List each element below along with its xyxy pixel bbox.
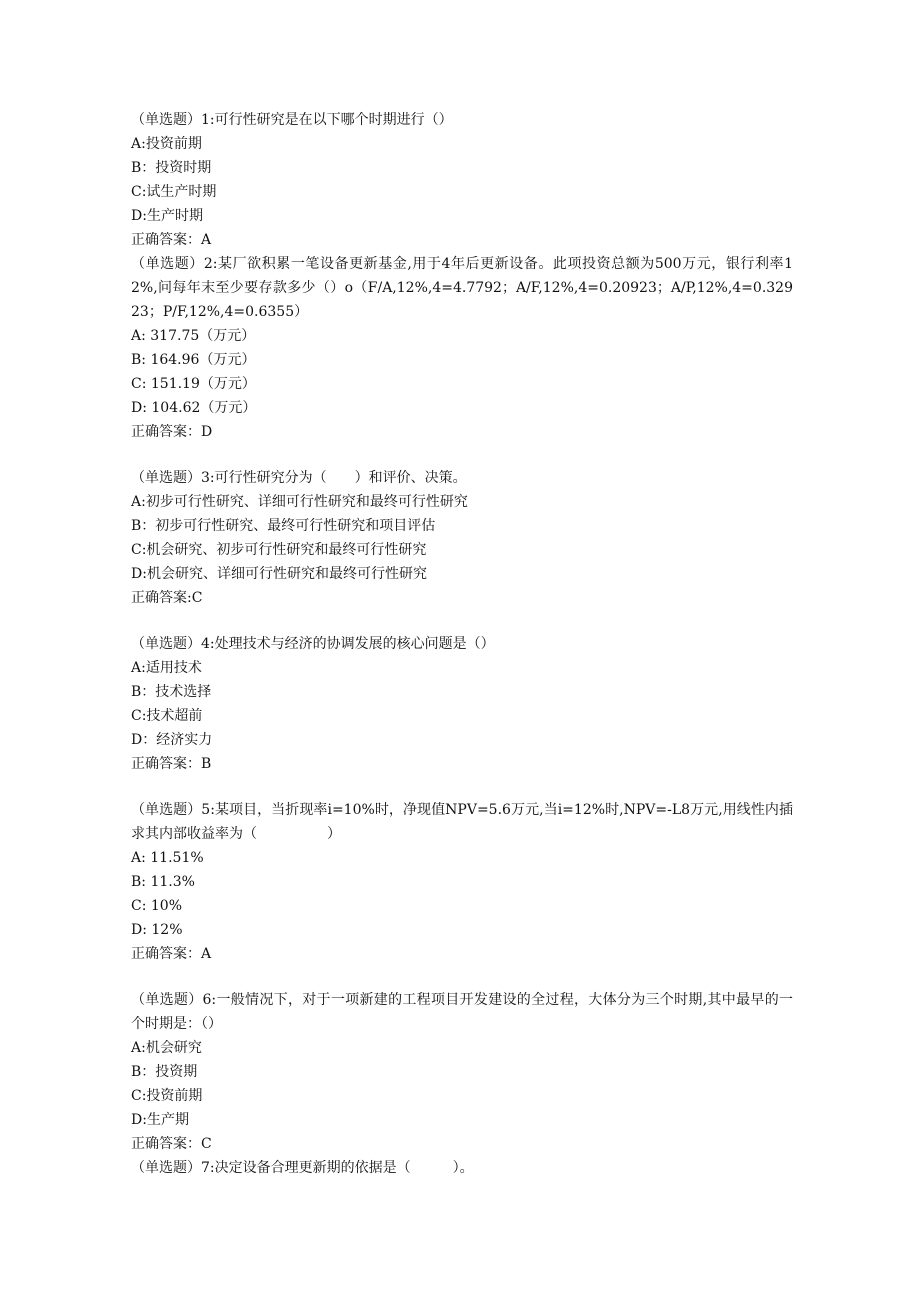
question-stem: （单选题）1:可行性研究是在以下哪个时期进行（） bbox=[131, 112, 453, 128]
question-5 bbox=[131, 798, 793, 966]
question-stem: （单选题）4:处理技术与经济的协调发展的核心问题是（） bbox=[131, 636, 495, 652]
answer-line: 正确答案：A bbox=[131, 232, 212, 248]
option-c: C:投资前期 bbox=[131, 1088, 203, 1104]
question-spacer bbox=[131, 610, 793, 632]
answer-line: 正确答案：C bbox=[131, 1136, 212, 1152]
option-c: C:技术超前 bbox=[131, 708, 203, 724]
option-a: A:初步可行性研究、详细可行性研究和最终可行性研究 bbox=[131, 494, 468, 510]
option-b: B：投资期 bbox=[131, 1064, 198, 1080]
question-1 bbox=[131, 108, 793, 252]
option-b: B：技术选择 bbox=[131, 684, 212, 700]
question-stem: （单选题）7:决定设备合理更新期的依据是（ ）。 bbox=[131, 1160, 474, 1176]
option-b: B: 164.96（万元） bbox=[131, 352, 256, 368]
option-b: B：投资时期 bbox=[131, 160, 212, 176]
option-d: D:机会研究、详细可行性研究和最终可行性研究 bbox=[131, 566, 427, 582]
option-b: B：初步可行性研究、最终可行性研究和项目评估 bbox=[131, 518, 436, 534]
question-7 bbox=[131, 1156, 793, 1180]
option-a: A: 11.51% bbox=[131, 850, 204, 866]
option-d: D: 104.62（万元） bbox=[131, 400, 257, 416]
option-d: D:生产时期 bbox=[131, 208, 203, 224]
option-d: D:生产期 bbox=[131, 1112, 189, 1128]
question-spacer bbox=[131, 444, 793, 466]
question-stem: （单选题）6:一般情况下，对于一项新建的工程项目开发建设的全过程，大体分为三个时期,其中最早的一个时期是：（） bbox=[131, 992, 793, 1032]
answer-line: 正确答案：D bbox=[131, 424, 213, 440]
document-page bbox=[131, 108, 793, 1180]
question-stem: （单选题）3:可行性研究分为（ ）和评价、决策。 bbox=[131, 470, 467, 486]
option-d: D: 12% bbox=[131, 922, 183, 938]
question-stem: （单选题）2:某厂欲积累一笔设备更新基金,用于4年后更新设备。此项投资总额为500万元，银行利率12%,问每年末至少要存款多少（）o（F/A,12%,4=4.7792；A/F,12%,4=0.20923；A/P,12%,4=0.32923；P/F,12%,4=0.6355） bbox=[131, 256, 793, 320]
question-stem: （单选题）5:某项目，当折现率i=10%时，净现值NPV=5.6万元,当i=12%时,NPV=-L8万元,用线性内插求其内部收益率为（ ） bbox=[131, 802, 793, 842]
question-4 bbox=[131, 632, 793, 776]
option-c: C:试生产时期 bbox=[131, 184, 217, 200]
answer-line: 正确答案：A bbox=[131, 946, 212, 962]
option-c: C:机会研究、初步可行性研究和最终可行性研究 bbox=[131, 542, 427, 558]
option-a: A:适用技术 bbox=[131, 660, 202, 676]
option-d: D：经济实力 bbox=[131, 732, 213, 748]
option-c: C: 10% bbox=[131, 898, 182, 914]
answer-line: 正确答案：B bbox=[131, 756, 212, 772]
question-2 bbox=[131, 252, 793, 444]
option-b: B: 11.3% bbox=[131, 874, 195, 890]
answer-line: 正确答案:C bbox=[131, 590, 203, 606]
question-spacer bbox=[131, 776, 793, 798]
option-a: A: 317.75（万元） bbox=[131, 328, 256, 344]
question-spacer bbox=[131, 966, 793, 988]
option-c: C: 151.19（万元） bbox=[131, 376, 256, 392]
option-a: A:机会研究 bbox=[131, 1040, 202, 1056]
question-3 bbox=[131, 466, 793, 610]
question-6 bbox=[131, 988, 793, 1156]
option-a: A:投资前期 bbox=[131, 136, 202, 152]
